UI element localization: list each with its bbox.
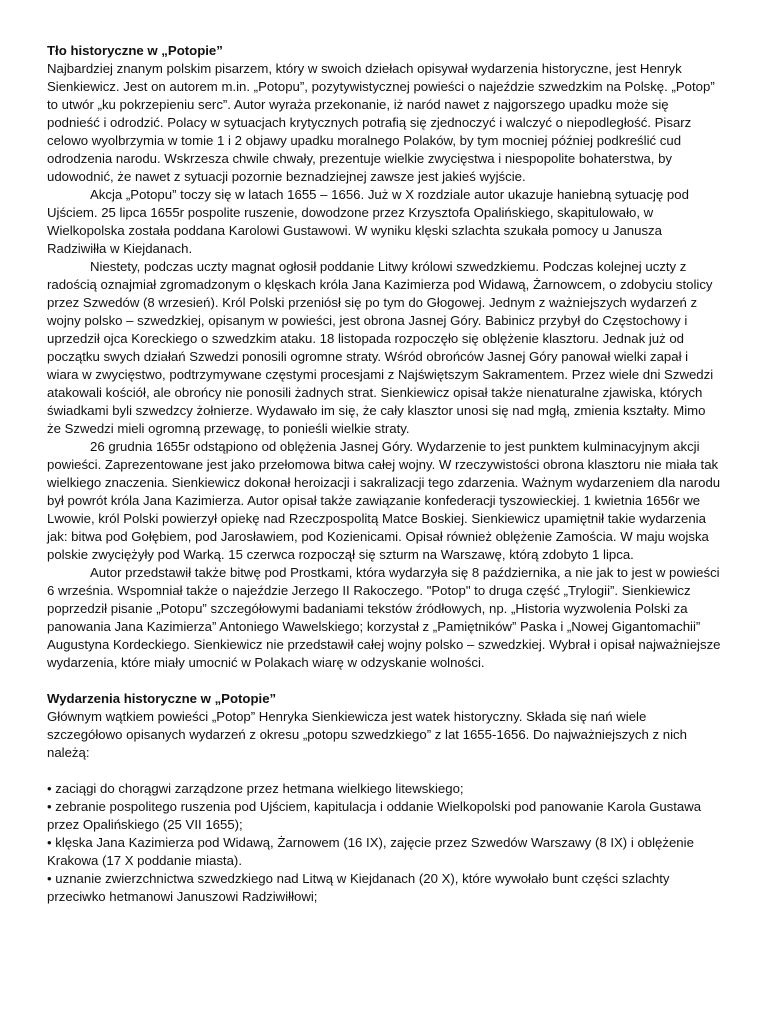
paragraph-niestety: Niestety, podczas uczty magnat ogłosił poddanie Litwy królowi szwedzkiemu. Podczas kolejnej uczty z radością oznajmiał zgromadzonym o klęskach króla Jana Kazimierza pod Widawą, Żarnowcem, o zdobyciu stolicy przez Szwedów (8 wrzesień). Król Polski przeniósł się po tym do Głogowej. Jednym z ważniejszych wydarzeń z wojny polsko – szwedzkiej, opisanym w powieści, jest obrona Jasnej Góry. Babinicz przybył do Częstochowy i uprzedził ojca Koreckiego o szwedzkim ataku. 18 listopada rozpoczęło się oblężenie klasztoru. Jednak już od początku swych działań Szwedzi ponosili ogromne straty. Wśród obrońców Jasnej Góry panował wielki zapał i wiara w zwycięstwo, podtrzymywane częstymi procesjami z Najświętszym Sakramentem. Przez wiele dni Szwedzi atakowali kościół, ale obrońcy nie ponosili żadnych strat. Sienkiewicz opisał także nienaturalne zjawiska, których świadkami byli szwedzcy żołnierze. Wydawało im się, że cały klasztor unosi się nad mgłą, zmienia kształty. Mimo że Szwedzi mieli ogromną przewagę, to ponieśli wielkie straty. [47, 259, 714, 436]
paragraph-gap [47, 762, 722, 780]
bullet-item: • klęska Jana Kazimierza pod Widawą, Żarnowem (16 IX), zajęcie przez Szwedów Warszawy (8 IX) i oblężenie Krakowa (17 X poddanie miasta). [47, 835, 694, 868]
paragraph-events-intro: Głównym wątkiem powieści „Potop” Henryka Sienkiewicza jest watek historyczny. Składa się nań wiele szczegółowo opisanych wydarzeń z okresu „potopu szwedzkiego” z lat 1655-1656. Do najważniejszych z nich należą: [47, 709, 687, 760]
paragraph-grudnia: 26 grudnia 1655r odstąpiono od oblężenia Jasnej Góry. Wydarzenie to jest punktem kulminacyjnym akcji powieści. Zaprezentowane jest jako przełomowa bitwa całej wojny. W rzeczywistości obrona klasztoru nie miała tak wielkiego znaczenia. Sienkiewicz dokonał heroizacji i sakralizacji tego zdarzenia. Ważnym wydarzeniem dla narodu był powrót króla Jana Kazimierza. Autor opisał także zawiązanie konfederacji tyszowieckiej. 1 kwietnia 1656r we Lwowie, król Polski powierzył opiekę nad Rzeczpospolitą Matce Boskiej. Sienkiewicz upamiętnił takie wydarzenia jak: bitwa pod Gołębiem, pod Jarosławiem, pod Kozienicami. Opisał również oblężenie Zamościa. W maju wojska polskie zwyciężyły pod Warką. 15 czerwca rozpoczął się szturm na Warszawę, którą zdobyto 1 lipca. [47, 439, 721, 562]
section-heading-background: Tło historyczne w „Potopie” [47, 43, 223, 58]
paragraph-akcja: Akcja „Potopu” toczy się w latach 1655 – 1656. Już w X rozdziale autor ukazuje haniebną sytuację pod Ujściem. 25 lipca 1655r pospolite ruszenie, dowodzone przez Krzysztofa Opalińskiego, skapitulowało, w Wielkopolska została poddana Karolowi Gustawowi. W wyniku klęski szlachta szukała pomocy u Janusza Radziwiłła w Kiejdanach. [47, 187, 689, 256]
bullet-item: • zaciągi do chorągwi zarządzone przez hetmana wielkiego litewskiego; [47, 781, 464, 796]
document-page [47, 42, 722, 906]
bullet-item: • zebranie pospolitego ruszenia pod Ujściem, kapitulacja i oddanie Wielkopolski pod panowanie Karola Gustawa przez Opalińskiego (25 VII 1655); [47, 799, 702, 832]
section-heading-events: Wydarzenia historyczne w „Potopie” [47, 691, 277, 706]
bullet-item: • uznanie zwierzchnictwa szwedzkiego nad Litwą w Kiejdanach (20 X), które wywołało bunt części szlachty przeciwko hetmanowi Januszowi Radziwiłłowi; [47, 871, 670, 904]
paragraph-gap [47, 672, 722, 690]
paragraph-intro: Najbardziej znanym polskim pisarzem, który w swoich dziełach opisywał wydarzenia historyczne, jest Henryk Sienkiewicz. Jest on autorem m.in. „Potopu”, pozytywistycznej powieści o najeździe szwedzkim na Polskę. „Potop” to utwór „ku pokrzepieniu serc”. Autor wyraża przekonanie, iż naród nawet z najgorszego upadku może się podnieść i odrodzić. Polacy w sytuacjach krytycznych potrafią się zjednoczyć i walczyć o niepodległość. Pisarz celowo wyolbrzymia w tomie 1 i 2 objawy upadku moralnego Polaków, by tym mocniej później podkreślić cud odrodzenia narodu. Wskrzesza chwile chwały, prezentuje wielkie zwycięstwa i niespopolite bohaterstwa, by udowodnić, że nawet z sytuacji pozornie beznadziejnej zawsze jest jakieś wyjście. [47, 61, 715, 184]
paragraph-prostki: Autor przedstawił także bitwę pod Prostkami, która wydarzyła się 8 października, a nie jak to jest w powieści 6 września. Wspomniał także o najeździe Jerzego II Rakoczego. "Potop" to druga część „Trylogii”. Sienkiewicz poprzedził pisanie „Potopu” szczegółowymi badaniami tekstów źródłowych, np. „Historia wyzwolenia Polski za panowania Jana Kazimierza” Antoniego Wawelskiego; korzystał z „Pamiętników” Paska i „Nowej Gigantomachii” Augustyna Kordeckiego. Sienkiewicz nie przedstawił całej wojny polsko – szwedzkiej. Wybrał i opisał najważniejsze wydarzenia, które miały umocnić w Polakach wiarę w odzyskanie wolności. [47, 565, 721, 670]
